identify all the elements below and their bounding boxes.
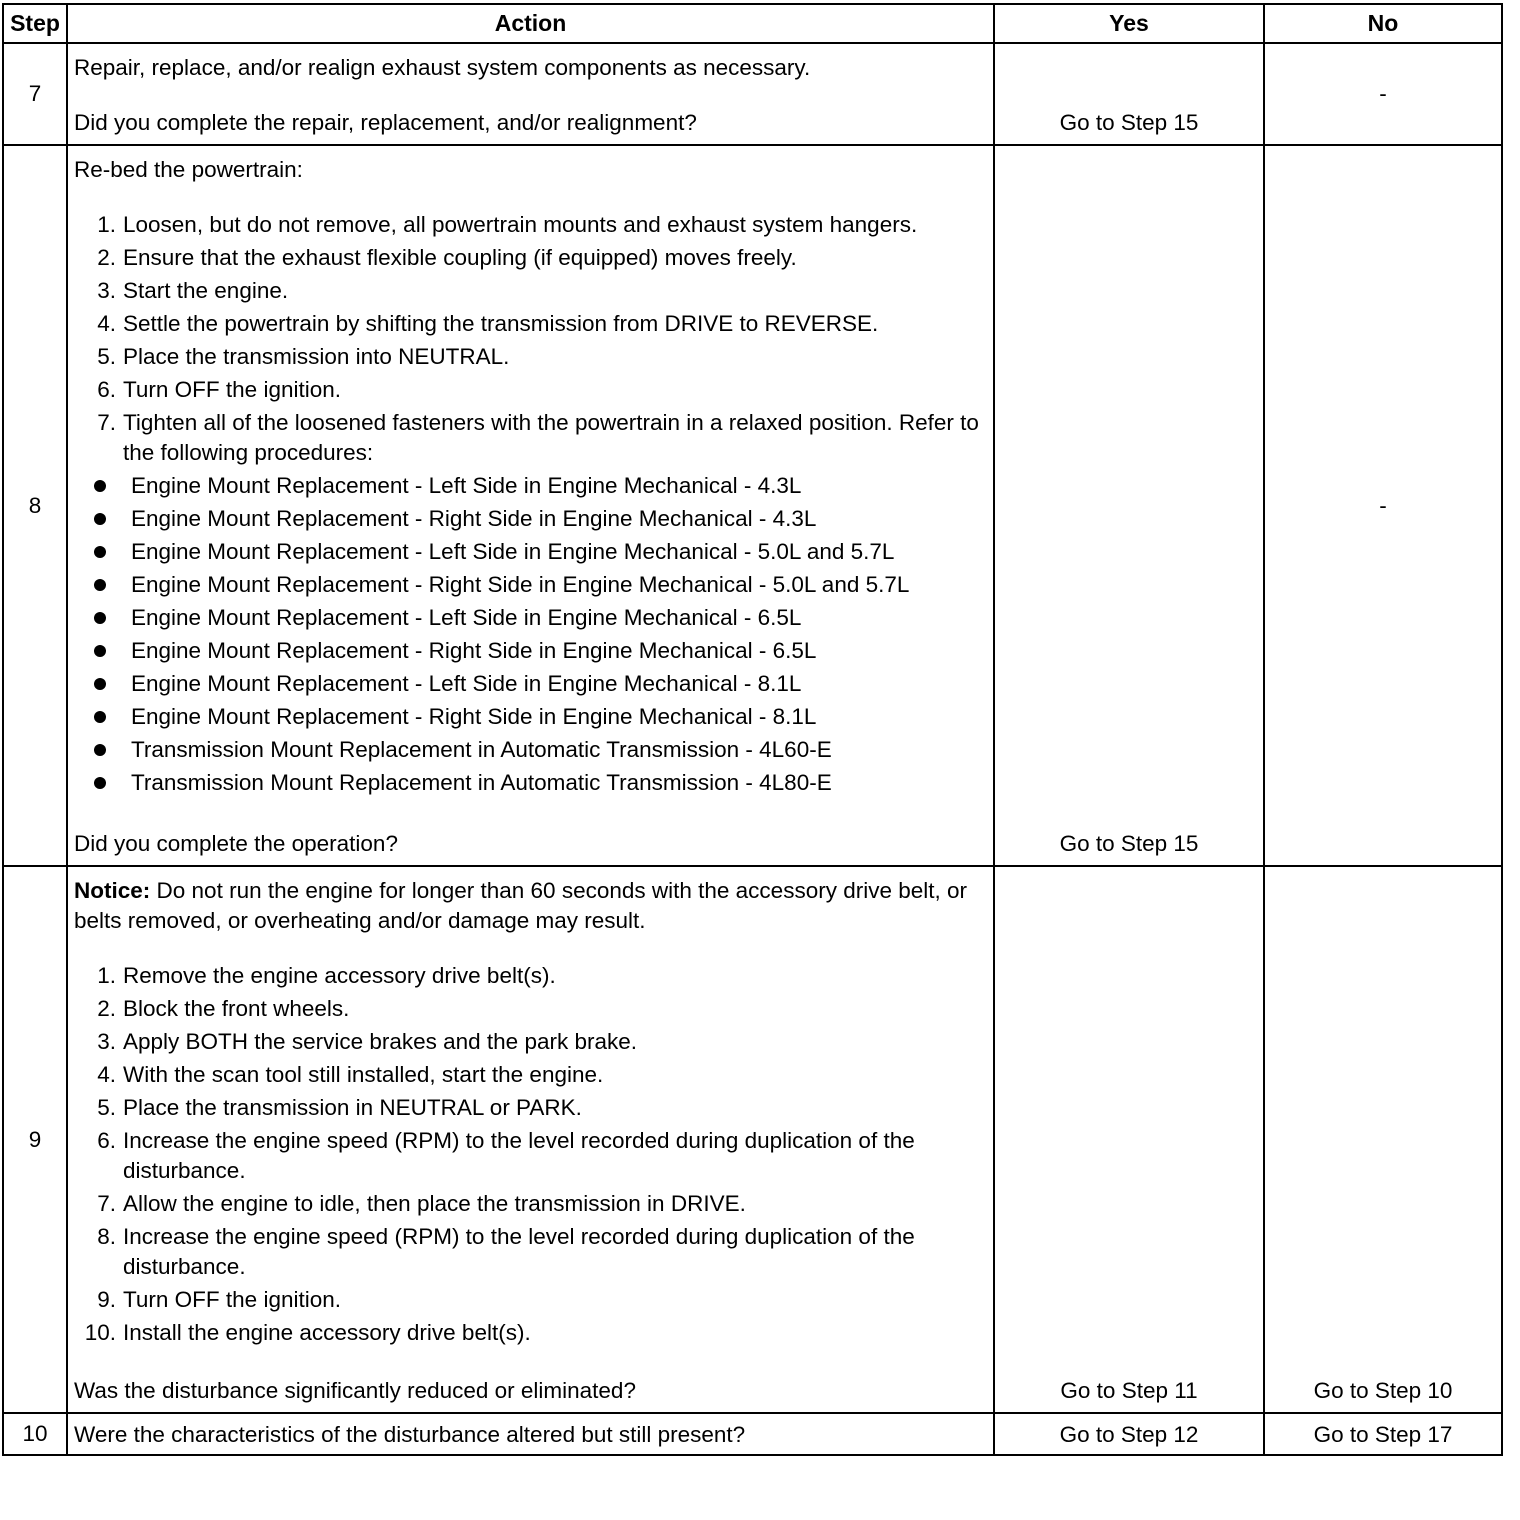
step-number: 7 (3, 43, 67, 145)
bullet-icon (74, 636, 124, 666)
bullet-item: Transmission Mount Replacement in Automatic Transmission - 4L80-E (74, 768, 987, 798)
action-question: Were the characteristics of the disturbance altered but still present? (74, 1422, 746, 1447)
numbered-list (74, 961, 987, 1348)
header-action: Action (67, 4, 994, 43)
bullet-icon (74, 669, 124, 699)
list-item: 6. Turn OFF the ignition. (97, 377, 342, 402)
action-intro: Re-bed the powertrain: (74, 157, 303, 182)
numbered-list (74, 210, 987, 801)
yes-answer: Go to Step 12 (1059, 1422, 1199, 1447)
notice-label: Notice: (74, 878, 151, 903)
bullet-icon (74, 504, 124, 534)
action-question: Did you complete the operation? (74, 831, 398, 856)
action-cell (67, 43, 994, 145)
list-item: 7. Tighten all of the loosened fasteners with the powertrain in a relaxed position. Refer to the following procedures: Engine Mount Replacement - Left Side in Engine Mechanical - 4.3L Engine Mount Replacement - Right Side in Engine Mechanical - 4.3L Engine Mount Replacement - Left Side in Engine Mechanical - 5.0L and 5.7L Engine Mount Replacement - Right Side in Engine Mechanical - 5.0L and 5.7L Engine Mount Replacement - Left Side in Engine Mechanical - 6.5L Engine Mount Replacement - Right Side in Engine Mechanical - 6.5L Engine Mount Replacement - Left Side in Engine Mechanical - 8.1L Engine Mount Replacement - Right Side in Engine Mechanical - 8.1L Transmission Mount Replacement in Automatic Transmission - 4L60-E Transmission Mount Replacement in Automatic Transmission - 4L80-E (74, 408, 987, 801)
action-cell (67, 866, 994, 1413)
table-row-step-9 (3, 866, 1502, 1413)
yes-answer: Go to Step 11 (1060, 1378, 1198, 1403)
bullet-item: Engine Mount Replacement - Right Side in Engine Mechanical - 6.5L (74, 636, 987, 666)
bullet-item: Engine Mount Replacement - Right Side in Engine Mechanical - 8.1L (74, 702, 987, 732)
bullet-icon (74, 471, 124, 501)
bullet-item: Engine Mount Replacement - Left Side in Engine Mechanical - 6.5L (74, 603, 987, 633)
list-item: 1. Remove the engine accessory drive belt(s). (97, 963, 556, 988)
action-cell (67, 145, 994, 866)
bullet-icon (74, 768, 124, 798)
list-item: 3. Start the engine. (97, 278, 289, 303)
yes-cell (994, 43, 1264, 145)
bullet-item: Engine Mount Replacement - Right Side in Engine Mechanical - 4.3L (74, 504, 987, 534)
header-step: Step (3, 4, 67, 43)
action-question: Was the disturbance significantly reduced or eliminated? (74, 1378, 636, 1403)
table-row-step-8 (3, 145, 1502, 866)
action-question: Did you complete the repair, replacement, and/or realignment? (74, 110, 697, 135)
list-item: 6. Increase the engine speed (RPM) to the level recorded during duplication of the disturbance. (97, 1128, 915, 1183)
list-item: 9. Turn OFF the ignition. (97, 1287, 342, 1312)
no-cell: - (1264, 145, 1502, 866)
table-row-step-10 (3, 1413, 1502, 1455)
yes-cell (994, 866, 1264, 1413)
list-item: 3. Apply BOTH the service brakes and the park brake. (97, 1029, 637, 1054)
yes-cell (994, 1413, 1264, 1455)
list-item: 2. Ensure that the exhaust flexible coupling (if equipped) moves freely. (97, 245, 797, 270)
bullet-item: Engine Mount Replacement - Left Side in Engine Mechanical - 5.0L and 5.7L (74, 537, 987, 567)
list-item: 4. With the scan tool still installed, start the engine. (97, 1062, 604, 1087)
list-item: 7. Allow the engine to idle, then place the transmission in DRIVE. (97, 1191, 746, 1216)
list-item: 10. Install the engine accessory drive belt(s). (84, 1320, 531, 1345)
action-intro: Repair, replace, and/or realign exhaust system components as necessary. (74, 55, 811, 80)
bullet-icon (74, 570, 124, 600)
no-cell: - (1264, 43, 1502, 145)
header-row (3, 4, 1502, 43)
bullet-icon (74, 702, 124, 732)
notice-text: Do not run the engine for longer than 60 seconds with the accessory drive belt, or belts removed, or overheating and/or damage may result. (74, 878, 968, 933)
notice-paragraph (74, 876, 987, 936)
list-item: 2. Block the front wheels. (97, 996, 350, 1021)
yes-answer: Go to Step 15 (1059, 110, 1199, 135)
bullet-item: Transmission Mount Replacement in Automatic Transmission - 4L60-E (74, 735, 987, 765)
list-item: 4. Settle the powertrain by shifting the transmission from DRIVE to REVERSE. (97, 311, 879, 336)
bullet-item: Engine Mount Replacement - Left Side in Engine Mechanical - 4.3L (74, 471, 987, 501)
step-number: 10 (3, 1413, 67, 1455)
bullet-icon (74, 735, 124, 765)
bullet-item: Engine Mount Replacement - Right Side in Engine Mechanical - 5.0L and 5.7L (74, 570, 987, 600)
no-cell (1264, 866, 1502, 1413)
list-item-text: Tighten all of the loosened fasteners with the powertrain in a relaxed position. Refer to the following procedures: (123, 410, 979, 465)
diagnostic-table (2, 3, 1503, 1456)
procedure-bullet-list (74, 471, 987, 798)
list-item: 1. Loosen, but do not remove, all powertrain mounts and exhaust system hangers. (97, 212, 918, 237)
list-item: 5. Place the transmission into NEUTRAL. (97, 344, 510, 369)
yes-answer: Go to Step 15 (1059, 831, 1199, 856)
no-answer: Go to Step 10 (1313, 1378, 1453, 1403)
step-number: 8 (3, 145, 67, 866)
table-row-step-7 (3, 43, 1502, 145)
step-number: 9 (3, 866, 67, 1413)
list-item: 5. Place the transmission in NEUTRAL or PARK. (97, 1095, 582, 1120)
bullet-icon (74, 603, 124, 633)
bullet-item: Engine Mount Replacement - Left Side in Engine Mechanical - 8.1L (74, 669, 987, 699)
no-cell (1264, 1413, 1502, 1455)
list-item: 8. Increase the engine speed (RPM) to the level recorded during duplication of the disturbance. (97, 1224, 915, 1279)
header-yes: Yes (994, 4, 1264, 43)
bullet-icon (74, 537, 124, 567)
header-no: No (1264, 4, 1502, 43)
yes-cell (994, 145, 1264, 866)
action-cell (67, 1413, 994, 1455)
no-answer: Go to Step 17 (1313, 1422, 1453, 1447)
